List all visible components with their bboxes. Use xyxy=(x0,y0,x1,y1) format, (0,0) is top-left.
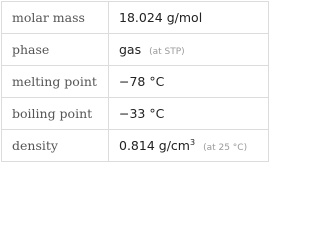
density-unit: g/cm xyxy=(158,138,190,153)
melting-point-number: −78 xyxy=(119,74,146,89)
boiling-point-unit: °C xyxy=(149,106,165,121)
phase-condition: (at STP) xyxy=(149,47,185,57)
melting-point-unit: °C xyxy=(149,74,165,89)
property-label-molar-mass: molar mass xyxy=(2,2,109,34)
property-value-density xyxy=(109,130,269,162)
phase-value: gas xyxy=(119,42,142,57)
molar-mass-unit: g/mol xyxy=(166,10,203,25)
property-label-density: density xyxy=(2,130,109,162)
table-row xyxy=(2,2,269,34)
properties-table xyxy=(1,1,269,162)
property-value-melting-point xyxy=(109,66,269,98)
table-row xyxy=(2,98,269,130)
molar-mass-number: 18.024 xyxy=(119,10,163,25)
density-unit-exponent: 3 xyxy=(189,138,196,147)
table-row xyxy=(2,34,269,66)
property-value-boiling-point xyxy=(109,98,269,130)
table-row xyxy=(2,130,269,162)
property-value-phase xyxy=(109,34,269,66)
density-number: 0.814 xyxy=(119,138,155,153)
property-value-molar-mass xyxy=(109,2,269,34)
property-label-boiling-point: boiling point xyxy=(2,98,109,130)
boiling-point-number: −33 xyxy=(119,106,146,121)
table-row xyxy=(2,66,269,98)
property-label-melting-point: melting point xyxy=(2,66,109,98)
property-label-phase: phase xyxy=(2,34,109,66)
density-condition: (at 25 °C) xyxy=(203,143,248,153)
